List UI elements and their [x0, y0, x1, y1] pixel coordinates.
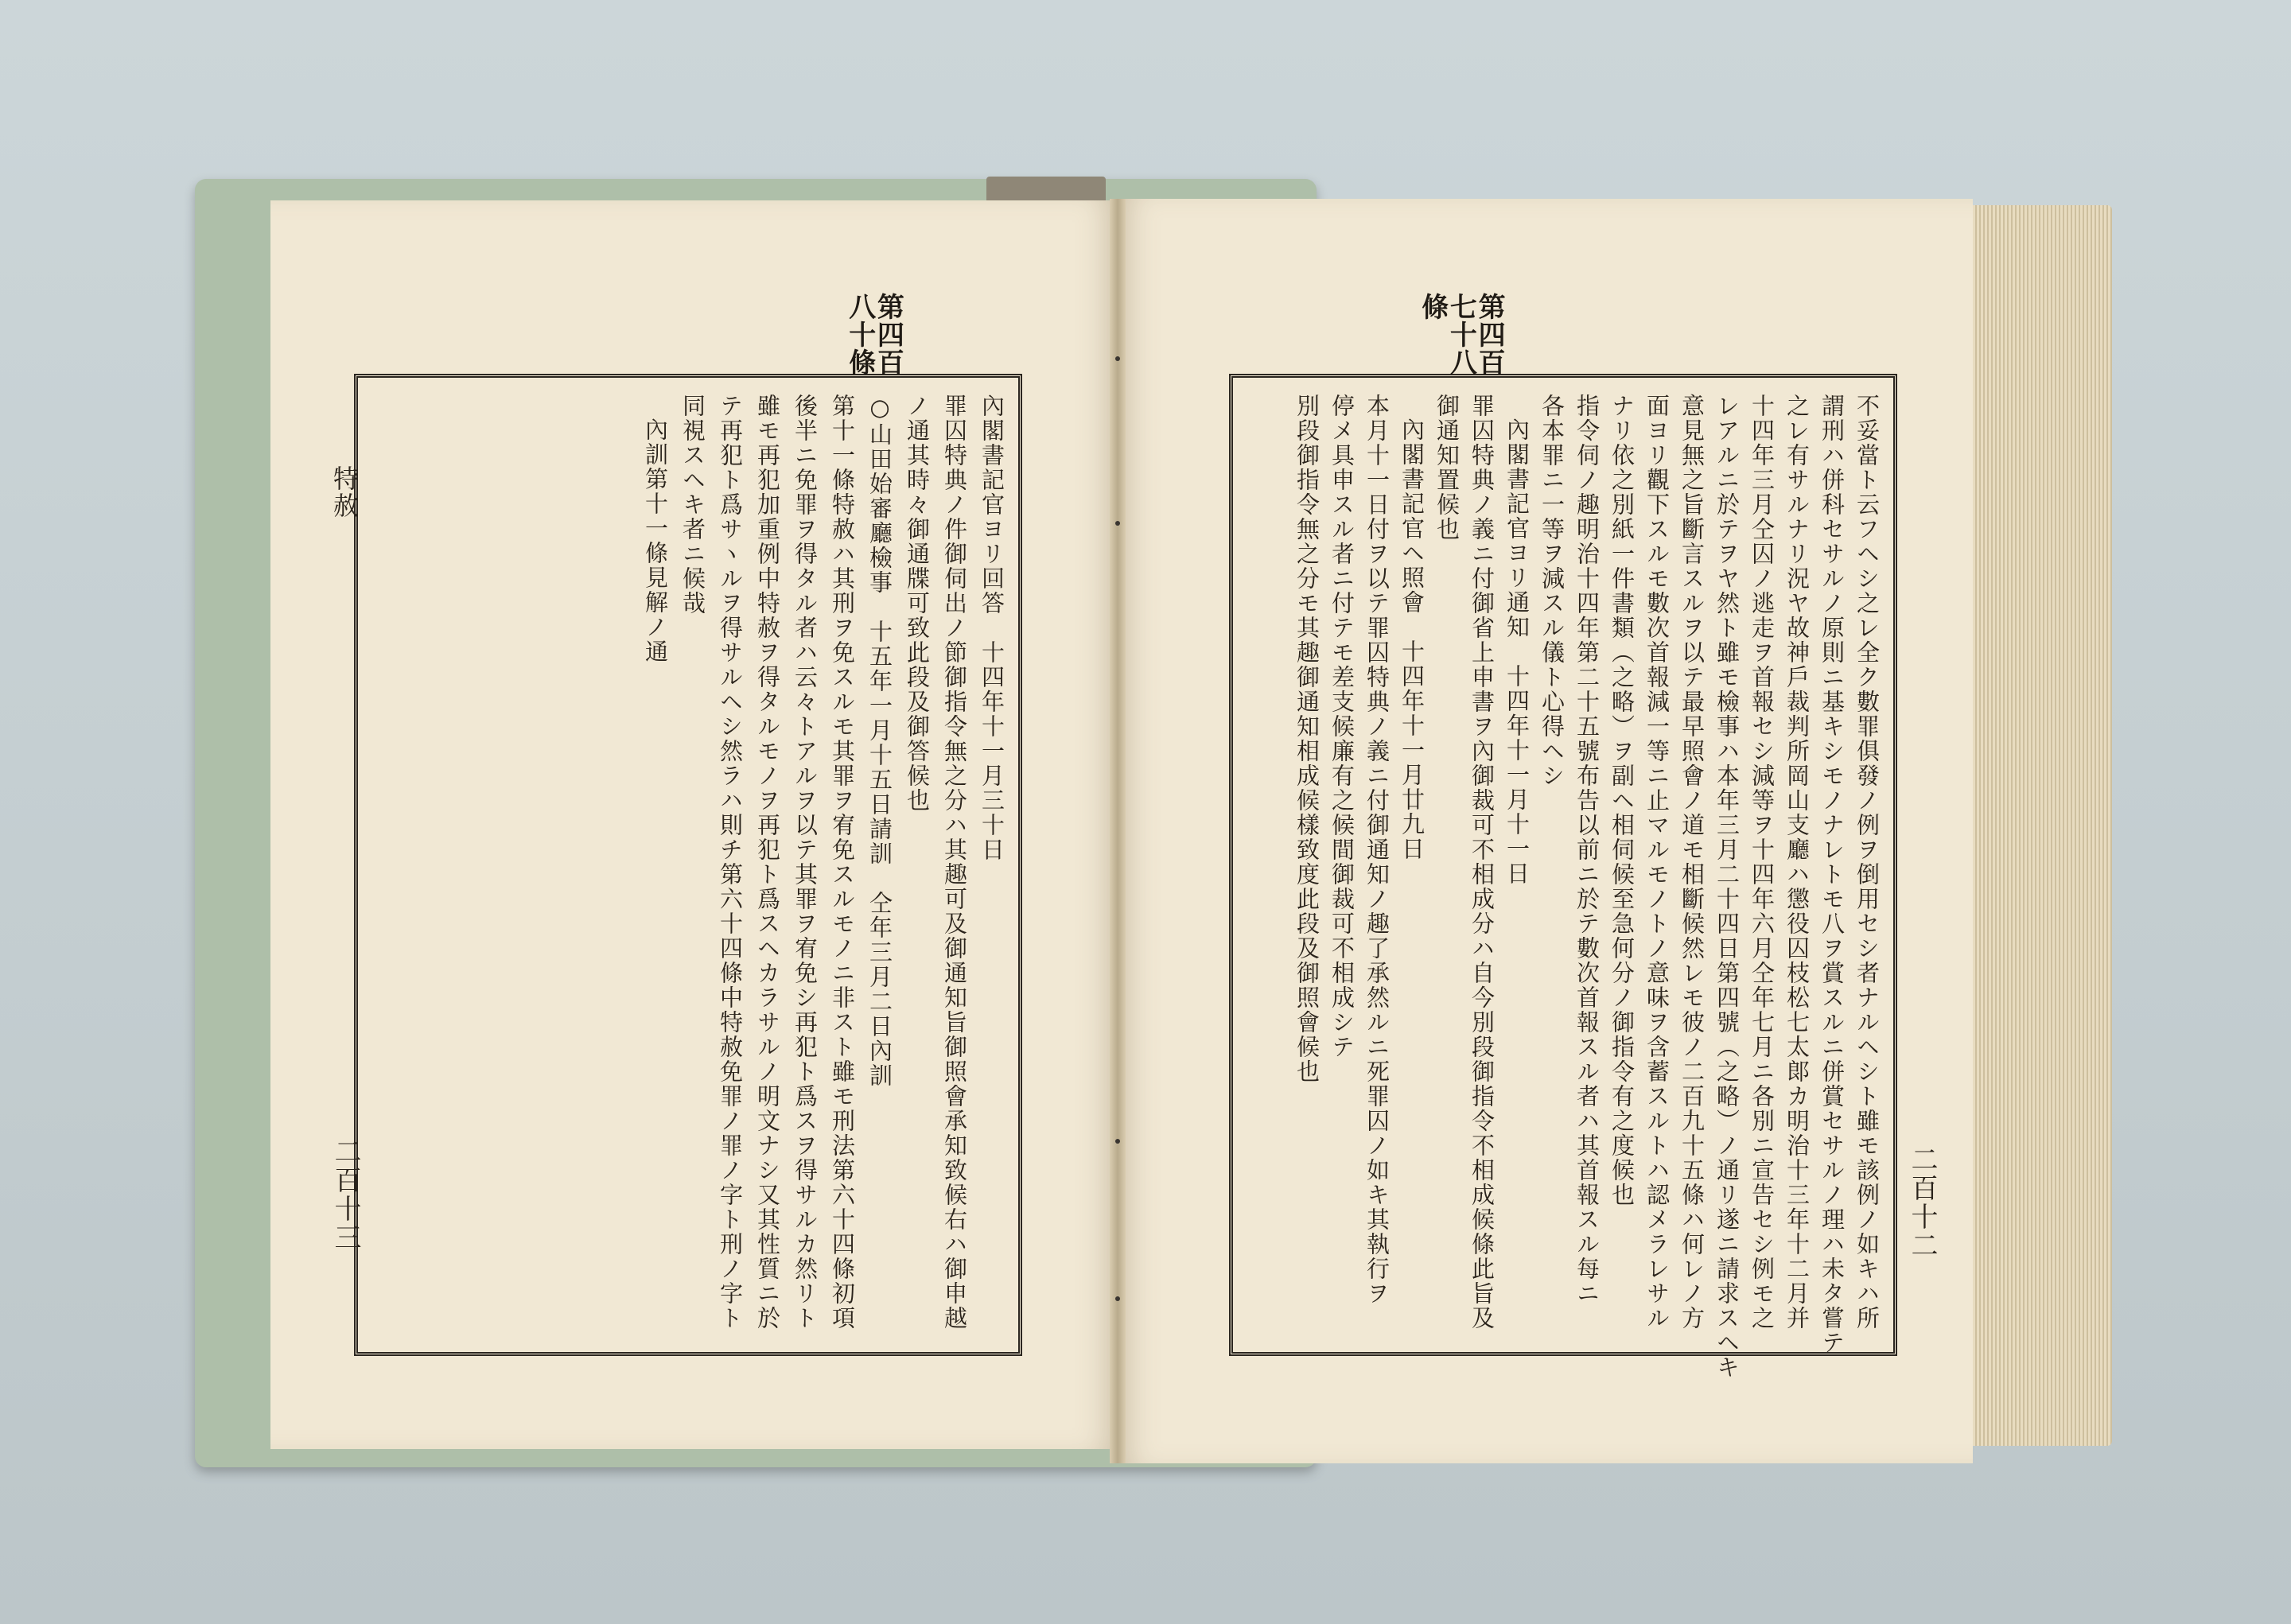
- right-text-line: ナリ依之別紙一件書類（之略）ヲ副ヘ相伺候至急何分ノ御指令有之度候也: [1608, 394, 1636, 1207]
- binding-stitch: [1115, 1296, 1120, 1301]
- right-text-line: 罪囚特典ノ義ニ付御省上申書ヲ內御裁可不相成分ハ自今別段御指令不相成候條此旨及: [1468, 394, 1496, 1331]
- right-text-line: 本月十一日付ヲ以テ罪囚特典ノ義ニ付御通知ノ趣了承然ルニ死罪囚ノ如キ其執行ヲ: [1363, 394, 1391, 1306]
- left-text-line: 雖モ再犯加重例中特赦ヲ得タルモノヲ再犯ト爲スヘカラサルノ明文ナシ又其性質ニ於: [754, 394, 781, 1331]
- right-text-line: 意見無之旨斷言スルヲ以テ最早照會ノ道モ相斷候然レモ彼ノ二百九十五條ハ何レノ方: [1678, 394, 1706, 1331]
- left-text-line: 內閣書記官ヨリ回答 十四年十一月三十日: [978, 394, 1005, 862]
- right-text-line: 謂刑ハ併科セサルノ原則ニ基キシモノナレトモ八ヲ賞スルニ併賞セサルノ理ハ未タ嘗テ: [1818, 394, 1846, 1355]
- right-text-line: 面ヨリ觀下スルモ數次首報減一等ニ止マルモノトノ意味ヲ含蓄スルトハ認メラレサル: [1643, 394, 1671, 1331]
- left-text-line: 內訓第十一條見解ノ通: [642, 418, 669, 664]
- left-text-line: 後半ニ免罪ヲ得タル者ハ云々トアルヲ以テ其罪ヲ宥免シ再犯ト爲スヲ得サルカ然リト: [792, 394, 819, 1331]
- right-text-line: 內閣書記官ヘ照會 十四年十一月廿九日: [1398, 418, 1426, 861]
- binding-stitch: [1115, 1139, 1120, 1144]
- left-page-number: 二百十三: [329, 1137, 361, 1252]
- binding-stitch: [1115, 521, 1120, 526]
- left-text-line: テ再犯ト爲サヽルヲ得サルヘシ然ラハ則チ第六十四條中特赦免罪ノ罪ノ字ト刑ノ字ト: [717, 394, 744, 1331]
- right-page-number: 二百十二: [1906, 1145, 1938, 1260]
- left-text-line: 第十一條特赦ハ其刑ヲ免スルモ其罪ヲ宥免スルモノニ非スト雖モ刑法第六十四條初項: [829, 394, 856, 1331]
- right-article-heading: 第四百七十八條: [1416, 293, 1506, 376]
- right-text-line: 不妥當ト云フヘシ之レ全ク數罪俱發ノ例ヲ倒用セシ者ナルヘシト雖モ該例ノ如キハ所: [1853, 394, 1881, 1331]
- left-text-line: ノ通其時々御通牒可致此段及御答候也: [904, 394, 931, 813]
- right-text-line: 指令伺ノ趣明治十四年第二十五號布告以前ニ於テ數次首報スル者ハ其首報スル每ニ: [1573, 394, 1601, 1306]
- right-text-line: 內閣書記官ヨリ通知 十四年十一月十一日: [1503, 418, 1531, 886]
- right-text-line: 十四年三月仝囚ノ逃走ヲ首報セシ減等ヲ十四年六月仝年七月ニ各別ニ宣告セシ例モ之: [1748, 394, 1776, 1331]
- left-text-line: 罪囚特典ノ件御伺出ノ節御指令無之分ハ其趣可及御通知旨御照會承知致候右ハ御申越: [941, 394, 968, 1331]
- right-text-line: 別段御指令無之分モ其趣御通知相成候樣致度此段及御照會候也: [1293, 394, 1321, 1084]
- book-gutter: [1110, 199, 1126, 1463]
- left-text-line: 同視スヘキ者ニ候哉: [679, 394, 706, 616]
- left-running-head: 特赦: [329, 465, 360, 519]
- right-text-line: 停メ具申スル者ニ付テモ差支候廉有之候間御裁可不相成シテ: [1328, 394, 1356, 1059]
- binding-stitch: [1115, 356, 1120, 361]
- right-text-line: 之レ有サルナリ況ヤ故神戶裁判所岡山支廳ハ懲役囚枝松七太郞カ明治十三年十二月并: [1783, 394, 1811, 1331]
- right-text-line: 御通知置候也: [1433, 394, 1461, 542]
- left-article-heading: 第四百八十條: [843, 293, 904, 376]
- right-text-line: 各本罪ニ一等ヲ減スル儀ト心得ヘシ: [1538, 394, 1566, 788]
- page-edges: [1957, 205, 2112, 1446]
- right-text-line: レアルニ於テヲヤ然ト雖モ檢事ハ本年三月二十四日第四號（之略）ノ通リ遂ニ請求スヘキ: [1713, 394, 1741, 1380]
- left-text-line: ○山田始審廳檢事 十五年一月十五日請訓 仝年三月二日內訓: [866, 394, 893, 1088]
